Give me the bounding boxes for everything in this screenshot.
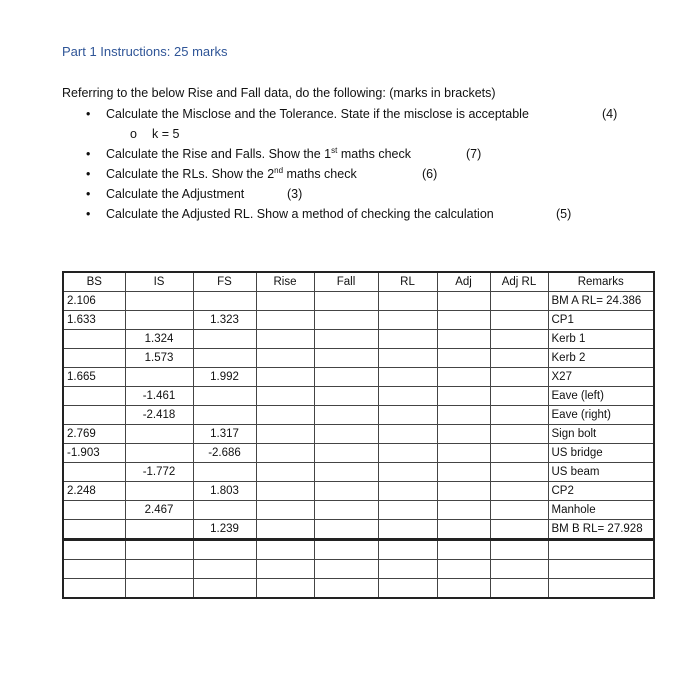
table-cell (256, 560, 314, 579)
table-cell: -1.903 (63, 444, 125, 463)
table-cell (256, 444, 314, 463)
table-cell (378, 406, 437, 425)
table-cell (378, 501, 437, 520)
table-cell (314, 292, 378, 311)
column-header: IS (125, 272, 193, 292)
bullet-icon: • (86, 187, 91, 201)
table-cell (256, 330, 314, 349)
table-row (63, 444, 654, 463)
table-cell (378, 368, 437, 387)
table-cell: Kerb 1 (548, 330, 654, 349)
table-cell (437, 540, 490, 560)
sub-bullet-icon: o (130, 127, 137, 141)
table-cell (256, 540, 314, 560)
table-cell (490, 579, 548, 599)
table-cell (193, 579, 256, 599)
table-cell (490, 444, 548, 463)
table-row-blank (63, 540, 654, 560)
table-header-row (63, 272, 654, 292)
table-row (63, 520, 654, 540)
list-item-text: Calculate the Adjusted RL. Show a method of checking the calculation (106, 207, 494, 221)
table-cell (63, 579, 125, 599)
table-cell (256, 311, 314, 330)
table-cell (193, 406, 256, 425)
table-cell (314, 560, 378, 579)
table-cell (125, 540, 193, 560)
table-cell (193, 501, 256, 520)
table-cell (256, 579, 314, 599)
table-cell: Eave (right) (548, 406, 654, 425)
instruction-list (62, 104, 662, 224)
table-cell: Sign bolt (548, 425, 654, 444)
table-cell (548, 540, 654, 560)
column-header: Adj RL (490, 272, 548, 292)
table-cell (314, 501, 378, 520)
table-cell (378, 520, 437, 540)
page-title: Part 1 Instructions: 25 marks (62, 44, 228, 59)
table-cell (437, 520, 490, 540)
table-row (63, 463, 654, 482)
list-item-text: Calculate the Misclose and the Tolerance. State if the misclose is acceptable (106, 107, 529, 121)
table-cell: BM B RL= 27.928 (548, 520, 654, 540)
table-cell (314, 425, 378, 444)
table-cell (437, 368, 490, 387)
table-cell (314, 387, 378, 406)
table-row (63, 501, 654, 520)
table-cell (63, 463, 125, 482)
table-cell (378, 540, 437, 560)
table-cell (437, 425, 490, 444)
table-cell (125, 292, 193, 311)
list-item-text: Calculate the RLs. Show the 2nd maths check (106, 165, 357, 181)
marks-label: (4) (602, 107, 618, 121)
table-cell (490, 520, 548, 540)
table-cell: 1.992 (193, 368, 256, 387)
table-cell: 1.665 (63, 368, 125, 387)
bullet-icon: • (86, 167, 91, 181)
rise-fall-table (62, 271, 655, 599)
table-row (63, 330, 654, 349)
table-cell (378, 463, 437, 482)
table-cell (437, 444, 490, 463)
table-cell: BM A RL= 24.386 (548, 292, 654, 311)
table-cell: Manhole (548, 501, 654, 520)
sub-list-item (62, 124, 662, 144)
table-cell (437, 501, 490, 520)
table-cell (256, 501, 314, 520)
table-cell (314, 368, 378, 387)
table-cell (314, 579, 378, 599)
column-header: BS (63, 272, 125, 292)
table-cell (437, 387, 490, 406)
column-header: RL (378, 272, 437, 292)
table-cell (256, 463, 314, 482)
table-cell: Eave (left) (548, 387, 654, 406)
table-cell (378, 579, 437, 599)
table-cell (314, 520, 378, 540)
table-cell: X27 (548, 368, 654, 387)
table-cell (437, 482, 490, 501)
table-cell: -2.418 (125, 406, 193, 425)
table-cell: CP2 (548, 482, 654, 501)
table-cell (314, 540, 378, 560)
list-item-text: Calculate the Adjustment (106, 187, 245, 201)
table-cell: 1.317 (193, 425, 256, 444)
column-header: Rise (256, 272, 314, 292)
table-row-blank (63, 579, 654, 599)
table-cell (63, 520, 125, 540)
table-cell (437, 406, 490, 425)
table-cell (548, 579, 654, 599)
table-cell: 1.633 (63, 311, 125, 330)
table-cell (193, 560, 256, 579)
table-cell (193, 540, 256, 560)
list-item (62, 164, 662, 184)
table-cell (63, 560, 125, 579)
table-cell (437, 463, 490, 482)
table-cell: 1.573 (125, 349, 193, 368)
table-cell (125, 425, 193, 444)
table-cell: 2.769 (63, 425, 125, 444)
table-cell (63, 387, 125, 406)
sub-list-item-text: k = 5 (152, 127, 180, 141)
table-cell (314, 406, 378, 425)
table-cell (490, 425, 548, 444)
table-cell: 1.239 (193, 520, 256, 540)
table-cell (437, 292, 490, 311)
table-row (63, 406, 654, 425)
table-row (63, 349, 654, 368)
table-cell (378, 349, 437, 368)
table-row (63, 311, 654, 330)
table-cell (490, 349, 548, 368)
table-cell (63, 349, 125, 368)
table-cell (256, 368, 314, 387)
table-cell (378, 444, 437, 463)
table-cell (490, 463, 548, 482)
table-cell (256, 387, 314, 406)
table-cell (193, 387, 256, 406)
table-cell: 1.323 (193, 311, 256, 330)
table-cell: -1.461 (125, 387, 193, 406)
table-cell (256, 520, 314, 540)
table-cell: 2.467 (125, 501, 193, 520)
table-cell (125, 444, 193, 463)
table-cell (193, 330, 256, 349)
table-cell (490, 406, 548, 425)
table-cell: 1.803 (193, 482, 256, 501)
column-header: Fall (314, 272, 378, 292)
list-item (62, 104, 662, 124)
table-cell: 1.324 (125, 330, 193, 349)
bullet-icon: • (86, 207, 91, 221)
marks-label: (5) (556, 207, 572, 221)
table-cell (193, 349, 256, 368)
table-cell: Kerb 2 (548, 349, 654, 368)
table-cell (256, 406, 314, 425)
table-cell (437, 311, 490, 330)
table-row (63, 292, 654, 311)
table-cell (314, 349, 378, 368)
table-cell (314, 311, 378, 330)
table-cell (490, 560, 548, 579)
marks-label: (6) (422, 167, 438, 181)
column-header: Remarks (548, 272, 654, 292)
marks-label: (7) (466, 147, 482, 161)
table-cell (490, 292, 548, 311)
table-cell (314, 463, 378, 482)
table-cell (437, 330, 490, 349)
table-cell (256, 349, 314, 368)
table-cell (193, 292, 256, 311)
table-cell (314, 444, 378, 463)
table-cell (548, 560, 654, 579)
table-cell (437, 579, 490, 599)
table-cell: -2.686 (193, 444, 256, 463)
table-cell (490, 482, 548, 501)
marks-label: (3) (287, 187, 303, 201)
table-cell (125, 579, 193, 599)
list-item-text: Calculate the Rise and Falls. Show the 1st maths check (106, 145, 411, 161)
table-cell (125, 482, 193, 501)
table-row (63, 425, 654, 444)
table-cell (437, 349, 490, 368)
table-row-blank (63, 560, 654, 579)
table-cell (256, 482, 314, 501)
table-cell (125, 520, 193, 540)
table-cell (490, 501, 548, 520)
table-cell (490, 330, 548, 349)
table-cell: -1.772 (125, 463, 193, 482)
table-cell (490, 311, 548, 330)
table-cell (378, 425, 437, 444)
bullet-icon: • (86, 147, 91, 161)
table-row (63, 387, 654, 406)
bullet-icon: • (86, 107, 91, 121)
table-cell (256, 292, 314, 311)
table-cell (256, 425, 314, 444)
table-cell (490, 540, 548, 560)
table-cell (125, 311, 193, 330)
table-cell (63, 540, 125, 560)
table-cell: 2.106 (63, 292, 125, 311)
table-cell (437, 560, 490, 579)
table-row (63, 368, 654, 387)
table-cell (378, 387, 437, 406)
column-header: FS (193, 272, 256, 292)
table-cell (378, 330, 437, 349)
table-cell: US beam (548, 463, 654, 482)
table-cell (125, 560, 193, 579)
list-item (62, 204, 662, 224)
table-cell (125, 368, 193, 387)
list-item (62, 184, 662, 204)
table-row (63, 482, 654, 501)
table-cell: CP1 (548, 311, 654, 330)
table-cell (314, 330, 378, 349)
table-cell (63, 501, 125, 520)
table-cell (63, 330, 125, 349)
column-header: Adj (437, 272, 490, 292)
table-cell: 2.248 (63, 482, 125, 501)
table-cell (490, 368, 548, 387)
table-cell (378, 311, 437, 330)
intro-text: Referring to the below Rise and Fall data, do the following: (marks in brackets) (62, 86, 496, 100)
table-cell (63, 406, 125, 425)
table-cell (378, 482, 437, 501)
table-cell (378, 560, 437, 579)
table-cell (193, 463, 256, 482)
table-cell (378, 292, 437, 311)
list-item (62, 144, 662, 164)
table-cell (490, 387, 548, 406)
table-cell (314, 482, 378, 501)
table-cell: US bridge (548, 444, 654, 463)
